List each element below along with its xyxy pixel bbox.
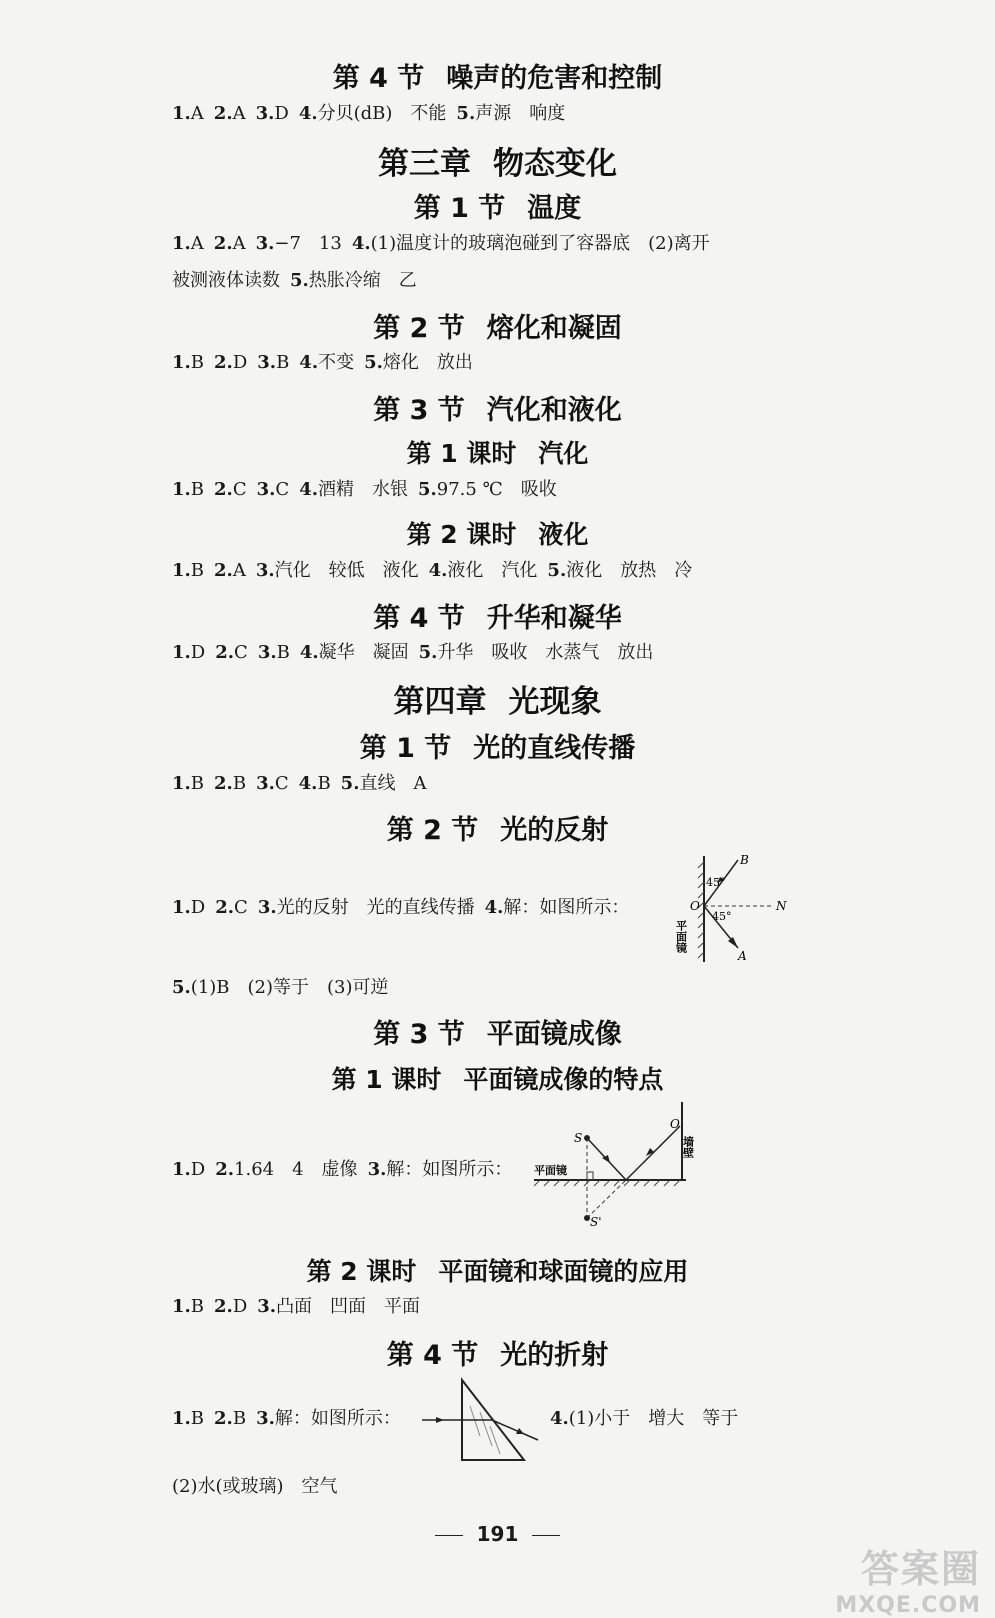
heading-number: 第 2 课时 bbox=[306, 1257, 417, 1286]
heading-number: 第 4 节 bbox=[332, 63, 425, 94]
section-heading bbox=[0, 726, 995, 765]
section-heading bbox=[0, 186, 995, 225]
heading-title: 平面镜成像的特点 bbox=[463, 1065, 664, 1094]
label-s: S bbox=[574, 1131, 583, 1145]
answer-text: (1)小于 增大 等于 bbox=[568, 1408, 739, 1429]
answer-text: 直线 A bbox=[359, 773, 427, 794]
answer-text: D bbox=[232, 1296, 248, 1317]
watermark: 答案圈 MXQE.COM bbox=[835, 1547, 981, 1618]
section-heading bbox=[0, 388, 995, 427]
label-o: O bbox=[670, 1117, 680, 1131]
question-number: 1. bbox=[172, 1296, 191, 1317]
question-number: 3. bbox=[257, 642, 277, 663]
question-number: 3. bbox=[256, 1408, 275, 1429]
answer-text: C bbox=[234, 897, 248, 918]
answer-text: D bbox=[190, 897, 206, 918]
section-heading bbox=[0, 1333, 995, 1372]
answer-text: 被测液体读数 bbox=[172, 270, 280, 291]
label-mirror: 平面镜 bbox=[534, 1164, 567, 1177]
answer-text: C bbox=[234, 642, 248, 663]
heading-title: 温度 bbox=[527, 193, 582, 224]
heading-number: 第 2 课时 bbox=[406, 520, 517, 549]
answer-text: 声源 响度 bbox=[475, 103, 566, 124]
answer-text: B bbox=[190, 560, 205, 581]
heading-title: 汽化 bbox=[538, 439, 589, 468]
question-number: 2. bbox=[213, 233, 233, 254]
page-number: 191 bbox=[0, 1522, 995, 1546]
heading-number: 第三章 bbox=[378, 146, 471, 182]
answer-text: D bbox=[232, 352, 248, 373]
question-number: 2. bbox=[214, 352, 233, 373]
label-s-image: S' bbox=[590, 1215, 602, 1229]
question-number: 1. bbox=[172, 103, 191, 124]
answer-text: 汽化 较低 液化 bbox=[274, 560, 419, 581]
question-number: 4. bbox=[484, 897, 504, 918]
question-number: 4. bbox=[298, 773, 318, 794]
question-number: 1. bbox=[172, 1159, 191, 1180]
answer-text: B bbox=[317, 773, 331, 794]
answer-text: (1)B (2)等于 (3)可逆 bbox=[190, 977, 389, 998]
refraction-figure bbox=[420, 1376, 550, 1466]
question-number: 2. bbox=[214, 1408, 233, 1429]
heading-number: 第 1 节 bbox=[359, 733, 452, 764]
lesson-heading bbox=[0, 1252, 995, 1288]
question-number: 3. bbox=[256, 479, 276, 500]
question-number: 1. bbox=[172, 642, 191, 663]
label-mirror: 平面镜 bbox=[674, 920, 688, 953]
answer-line bbox=[172, 558, 692, 584]
heading-number: 第 1 课时 bbox=[331, 1065, 442, 1094]
question-number: 3. bbox=[255, 560, 275, 581]
heading-number: 第四章 bbox=[393, 684, 487, 720]
question-number: 5. bbox=[456, 103, 476, 124]
heading-title: 汽化和液化 bbox=[486, 395, 622, 426]
answer-text: (2)水(或玻璃) 空气 bbox=[172, 1476, 338, 1497]
heading-title: 物态变化 bbox=[493, 146, 617, 182]
heading-title: 液化 bbox=[538, 520, 589, 549]
answer-line bbox=[172, 1406, 401, 1432]
heading-title: 熔化和凝固 bbox=[486, 313, 622, 344]
lesson-heading bbox=[0, 1060, 995, 1096]
answer-text: A bbox=[232, 560, 246, 581]
heading-number: 第 4 节 bbox=[373, 603, 465, 634]
question-number: 5. bbox=[418, 642, 438, 663]
heading-title: 噪声的危害和控制 bbox=[446, 63, 663, 94]
question-number: 5. bbox=[172, 977, 191, 998]
answer-text: B bbox=[190, 1296, 205, 1317]
question-number: 2. bbox=[215, 642, 235, 663]
chapter-heading bbox=[0, 138, 995, 183]
question-number: 2. bbox=[214, 773, 233, 794]
section-heading bbox=[0, 808, 995, 847]
heading-title: 平面镜成像 bbox=[486, 1019, 622, 1050]
heading-number: 第 2 节 bbox=[373, 313, 465, 344]
heading-number: 第 1 课时 bbox=[406, 439, 517, 468]
answer-text: C bbox=[275, 479, 290, 500]
answer-text: B bbox=[232, 773, 247, 794]
heading-title: 光现象 bbox=[508, 684, 602, 720]
question-number: 3. bbox=[255, 103, 275, 124]
question-number: 1. bbox=[172, 773, 191, 794]
question-number: 3. bbox=[367, 1159, 387, 1180]
answer-text: A bbox=[232, 103, 246, 124]
label-angle-bottom: 45° bbox=[712, 910, 732, 923]
question-number: 2. bbox=[214, 560, 233, 581]
question-number: 1. bbox=[172, 897, 191, 918]
question-number: 4. bbox=[299, 642, 319, 663]
section-heading bbox=[0, 1012, 995, 1051]
answer-text: 光的反射 光的直线传播 bbox=[276, 897, 475, 918]
lesson-heading bbox=[0, 515, 995, 551]
question-number: 3. bbox=[255, 233, 275, 254]
answer-line bbox=[172, 231, 710, 257]
answer-text: 凸面 凹面 平面 bbox=[276, 1296, 421, 1317]
answer-text: C bbox=[232, 479, 247, 500]
answer-line bbox=[172, 895, 629, 921]
heading-title: 升华和凝华 bbox=[486, 603, 622, 634]
answer-text: 凝华 凝固 bbox=[318, 642, 409, 663]
answer-text: B bbox=[190, 1408, 205, 1429]
answer-text: 解：如图所示： bbox=[274, 1408, 401, 1429]
answer-text: B bbox=[190, 352, 205, 373]
answer-line bbox=[172, 101, 565, 127]
answer-text: B bbox=[232, 1408, 247, 1429]
question-number: 1. bbox=[172, 479, 191, 500]
question-number: 4. bbox=[428, 560, 448, 581]
heading-title: 光的折射 bbox=[500, 1340, 609, 1371]
question-number: 1. bbox=[172, 352, 191, 373]
answer-text: B bbox=[276, 352, 290, 373]
answer-text: D bbox=[190, 1159, 206, 1180]
heading-number: 第 1 节 bbox=[413, 193, 506, 224]
answer-text: B bbox=[190, 773, 205, 794]
question-number: 4. bbox=[351, 233, 371, 254]
answer-line bbox=[172, 1474, 338, 1500]
answer-text: 熔化 放出 bbox=[382, 352, 473, 373]
question-number: 2. bbox=[213, 103, 233, 124]
answer-line bbox=[172, 1294, 420, 1320]
mirror-image-figure bbox=[530, 1098, 720, 1228]
answer-text: 酒精 水银 bbox=[317, 479, 408, 500]
answer-text: D bbox=[190, 642, 206, 663]
answer-text: D bbox=[274, 103, 289, 124]
question-number: 4. bbox=[550, 1408, 569, 1429]
question-number: 1. bbox=[172, 1408, 191, 1429]
question-number: 3. bbox=[257, 897, 277, 918]
heading-title: 光的反射 bbox=[500, 815, 609, 846]
heading-title: 光的直线传播 bbox=[473, 733, 636, 764]
label-wall: 墙壁 bbox=[681, 1136, 695, 1158]
question-number: 1. bbox=[172, 560, 191, 581]
answer-text: C bbox=[274, 773, 289, 794]
answer-text: 1.64 4 虚像 bbox=[234, 1159, 358, 1180]
lesson-heading bbox=[0, 434, 995, 470]
answer-text: −7 13 bbox=[274, 233, 342, 254]
answer-text: 液化 放热 冷 bbox=[566, 560, 693, 581]
question-number: 5. bbox=[417, 479, 437, 500]
question-number: 1. bbox=[172, 233, 191, 254]
question-number: 2. bbox=[214, 479, 233, 500]
question-number: 2. bbox=[215, 897, 235, 918]
label-o: O bbox=[690, 899, 700, 913]
answer-text: B bbox=[276, 642, 290, 663]
question-number: 5. bbox=[364, 352, 383, 373]
question-number: 3. bbox=[257, 1296, 277, 1317]
answer-text: B bbox=[190, 479, 205, 500]
question-number: 4. bbox=[298, 103, 318, 124]
label-b: B bbox=[740, 853, 749, 867]
answer-line bbox=[172, 477, 557, 503]
question-number: 5. bbox=[340, 773, 360, 794]
answer-line bbox=[172, 771, 426, 797]
heading-number: 第 4 节 bbox=[386, 1340, 479, 1371]
chapter-heading bbox=[0, 676, 995, 721]
answer-line bbox=[172, 1157, 512, 1183]
answer-line bbox=[172, 350, 473, 376]
section-heading bbox=[0, 306, 995, 345]
answer-line bbox=[172, 975, 389, 1001]
heading-number: 第 3 节 bbox=[373, 395, 465, 426]
section-heading bbox=[0, 596, 995, 635]
question-number: 5. bbox=[290, 270, 309, 291]
heading-number: 第 3 节 bbox=[373, 1019, 465, 1050]
answer-text: A bbox=[190, 103, 204, 124]
label-n: N bbox=[776, 899, 787, 913]
heading-number: 第 2 节 bbox=[386, 815, 479, 846]
answer-text: 解：如图所示： bbox=[503, 897, 630, 918]
answer-text: A bbox=[190, 233, 204, 254]
label-angle-top: 45° bbox=[706, 876, 726, 889]
answer-text: 分贝(dB) 不能 bbox=[317, 103, 447, 124]
answer-text: 解：如图所示： bbox=[386, 1159, 513, 1180]
question-number: 3. bbox=[256, 773, 275, 794]
question-number: 4. bbox=[299, 479, 318, 500]
section-heading bbox=[0, 56, 995, 95]
heading-title: 平面镜和球面镜的应用 bbox=[438, 1257, 689, 1286]
reflection-figure bbox=[674, 850, 800, 968]
answer-text: 液化 汽化 bbox=[447, 560, 538, 581]
question-number: 4. bbox=[299, 352, 319, 373]
question-number: 2. bbox=[214, 1296, 233, 1317]
answer-text: 不变 bbox=[318, 352, 355, 373]
answer-text: A bbox=[232, 233, 246, 254]
answer-text: 升华 吸收 水蒸气 放出 bbox=[437, 642, 654, 663]
answer-line bbox=[172, 640, 653, 666]
answer-text: (1)温度计的玻璃泡碰到了容器底 (2)离开 bbox=[370, 233, 710, 254]
label-a: A bbox=[738, 949, 747, 963]
question-number: 2. bbox=[215, 1159, 235, 1180]
answer-text: 热胀冷缩 乙 bbox=[308, 270, 417, 291]
answer-text: 97.5 ℃ 吸收 bbox=[436, 479, 557, 500]
answer-line bbox=[172, 268, 417, 294]
question-number: 3. bbox=[257, 352, 277, 373]
question-number: 5. bbox=[547, 560, 567, 581]
answer-line bbox=[550, 1406, 738, 1432]
